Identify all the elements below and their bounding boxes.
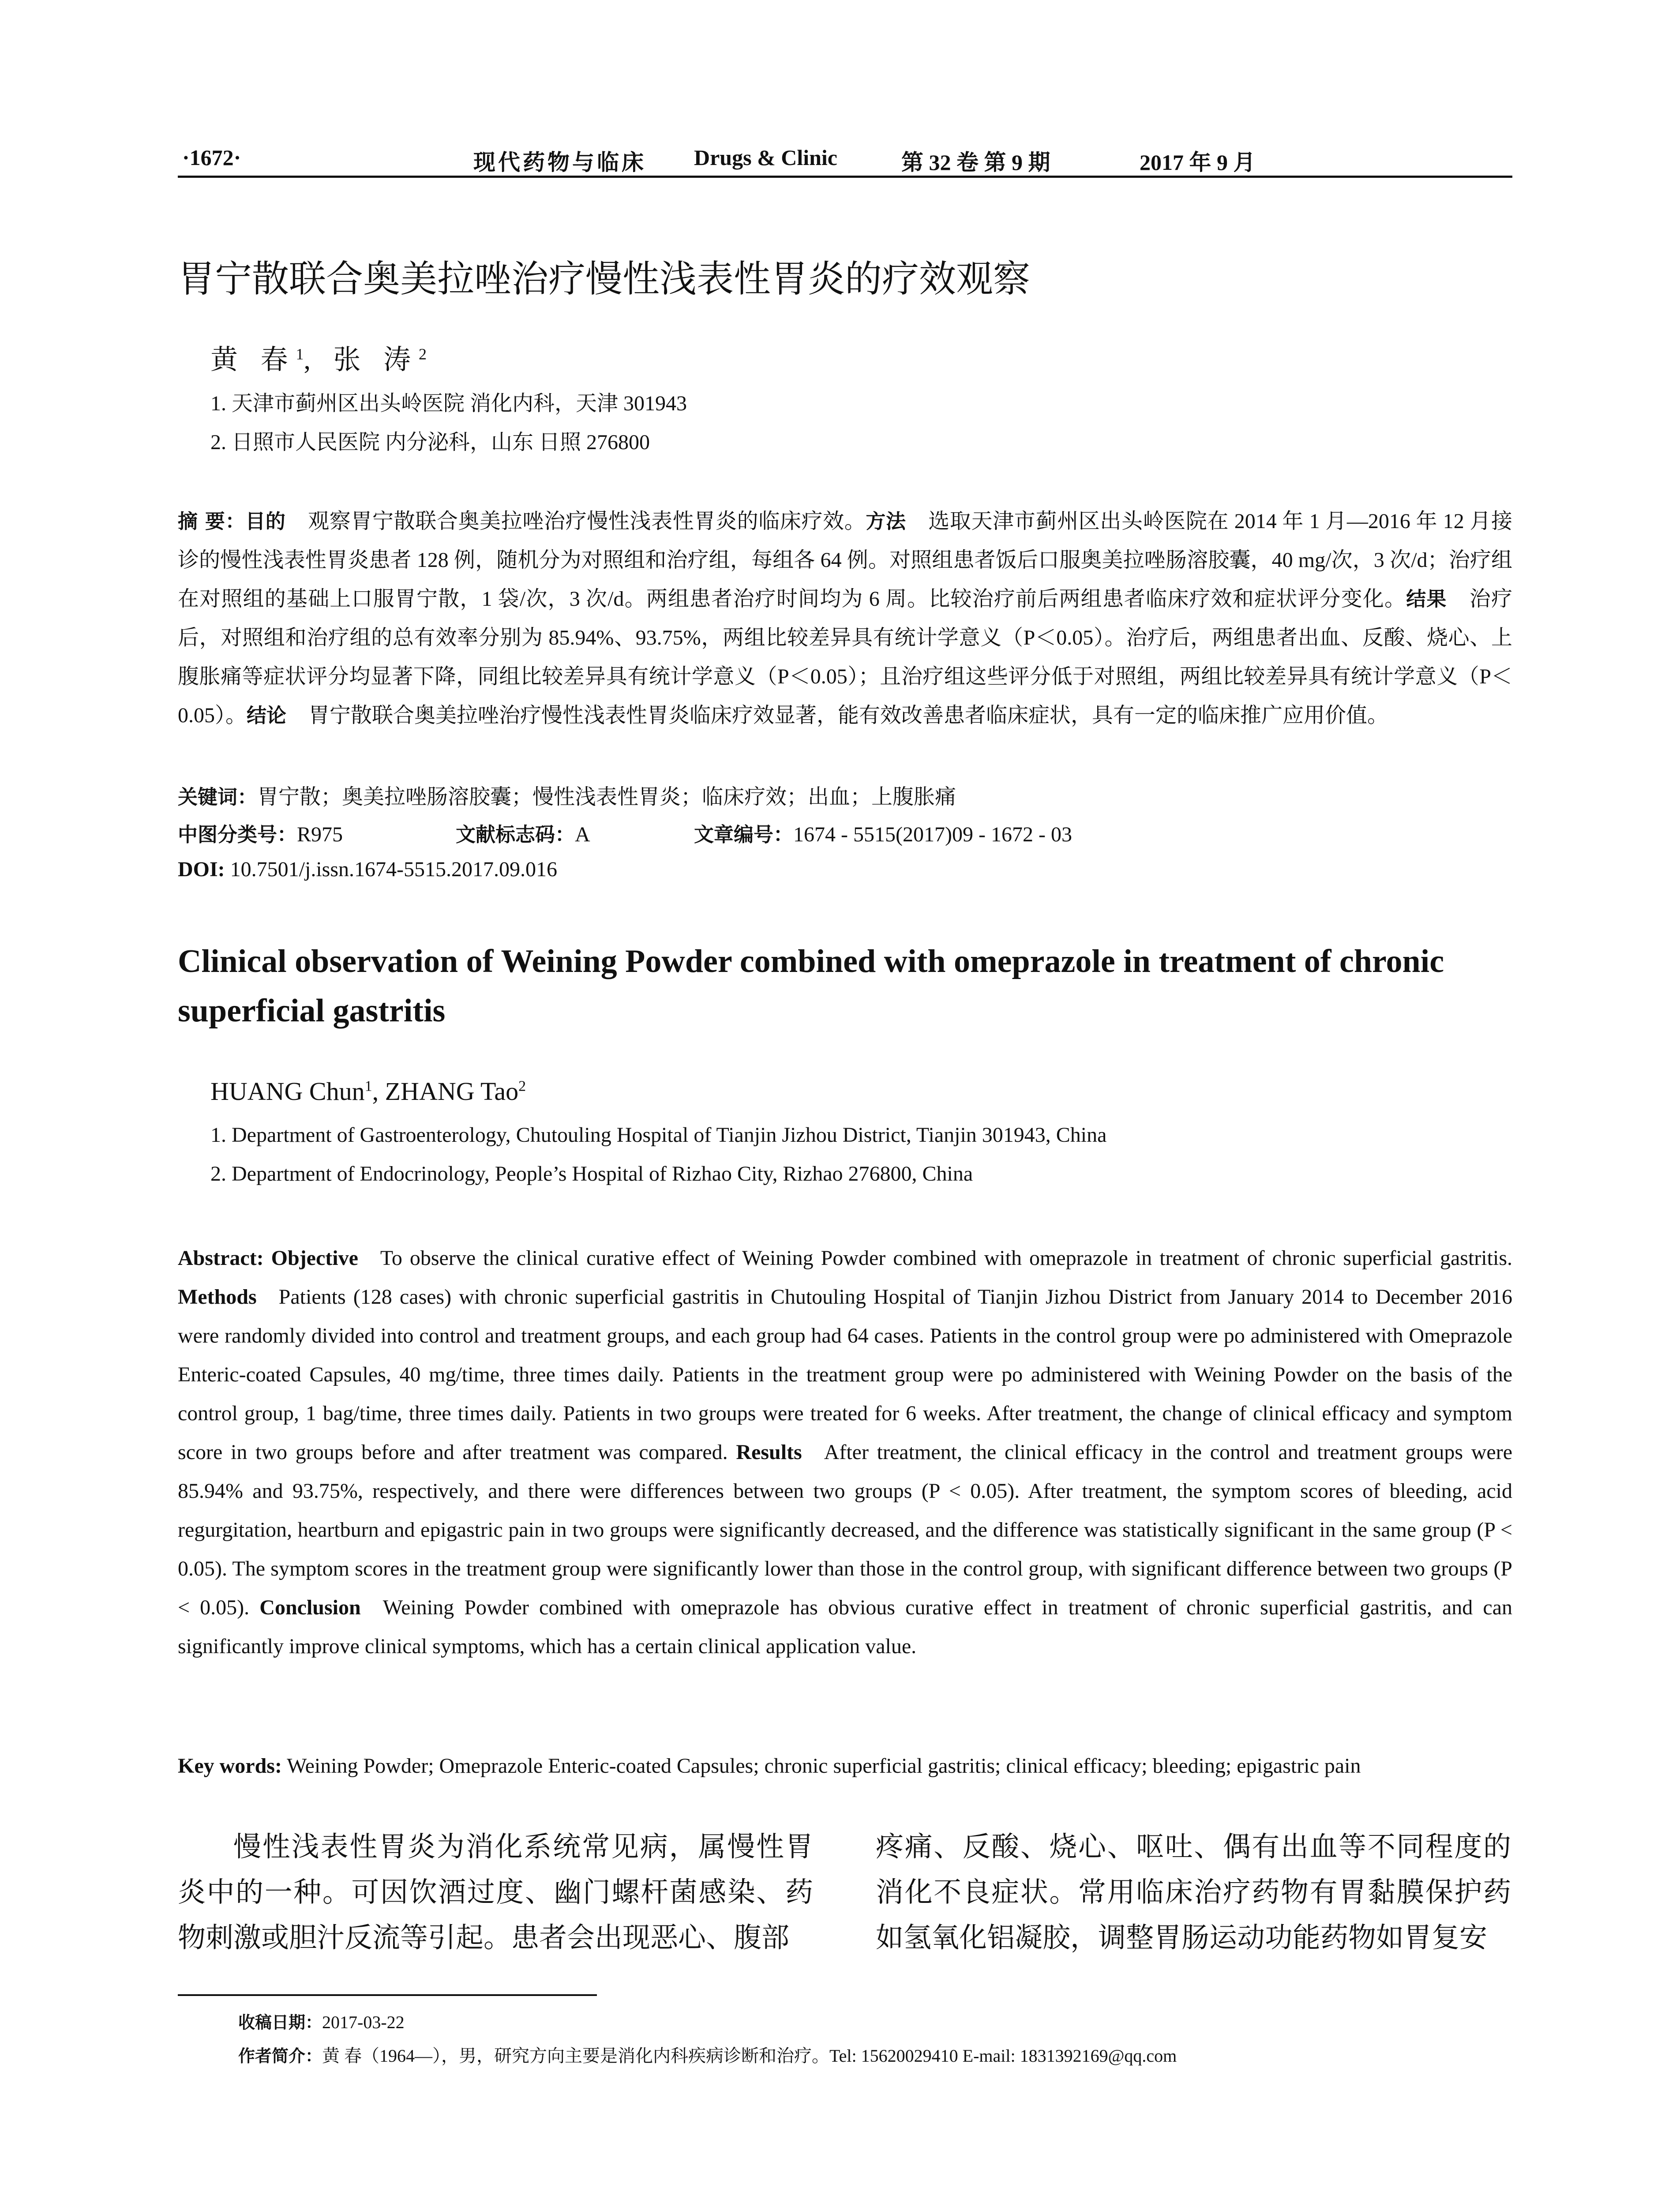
clc-value: R975: [297, 823, 343, 846]
article-title-en: Clinical observation of Weining Powder combined with omeprazole in treatment of chronic superficial gastritis: [178, 943, 1444, 1029]
keywords-label: Key words:: [178, 1754, 282, 1778]
conclusion-text: 胃宁散联合奥美拉唑治疗慢性浅表性胃炎临床疗效显著，能有效改善患者临床症状，具有一定的临床推广应用价值。: [308, 704, 1389, 727]
objective-label: 目的: [245, 510, 286, 533]
affiliation-cn-2: 2. 日照市人民医院 内分泌科，山东 日照 276800: [210, 431, 650, 454]
objective-label: Abstract: Objective: [178, 1246, 358, 1270]
doc-code-label: 文献标志码：: [456, 823, 575, 846]
keywords-label: 关键词：: [178, 785, 258, 809]
bio-value: 黄 春（1964—），男，研究方向主要是消化内科疾病诊断和治疗。Tel: 15620029410 E-mail: 1831392169@qq.com: [322, 2046, 1177, 2066]
received-label: 收稿日期：: [238, 2013, 322, 2032]
keywords-text: 胃宁散；奥美拉唑肠溶胶囊；慢性浅表性胃炎；临床疗效；出血；上腹胀痛: [257, 785, 956, 809]
affiliation-cn-1: 1. 天津市蓟州区出头岭医院 消化内科，天津 301943: [210, 392, 687, 415]
keywords-text: Weining Powder; Omeprazole Enteric-coated Capsules; chronic superficial gastritis; clinical efficacy; bleeding; epigastric pain: [287, 1754, 1361, 1778]
methods-label: Methods: [178, 1285, 257, 1309]
author-name: ZHANG Tao: [385, 1077, 519, 1106]
affiliation-en-2: 2. Department of Endocrinology, People’s Hospital of Rizhao City, Rizhao 276800, China: [210, 1162, 973, 1186]
body-column-left: [178, 1824, 813, 1961]
article-title-cn: 胃宁散联合奥美拉唑治疗慢性浅表性胃炎的疗效观察: [178, 257, 1031, 300]
methods-label: 方法: [866, 510, 906, 533]
doc-code-value: A: [575, 823, 590, 846]
received-date-note: [238, 2009, 405, 2033]
journal-name-en: Drugs & Clinic: [694, 145, 837, 170]
abstract-cn: [178, 502, 1512, 735]
author-name: 张 涛: [333, 345, 419, 375]
running-header: [178, 140, 1512, 178]
issue-date: 2017 年 9 月: [1140, 150, 1256, 175]
clc-label: 中图分类号：: [178, 823, 297, 846]
keywords-en: [178, 1754, 1512, 1778]
abstract-label: 摘 要：: [178, 510, 246, 533]
affiliation-en-1: 1. Department of Gastroenterology, Chutouling Hospital of Tianjin Jizhou District, Tianjin 301943, China: [210, 1123, 1107, 1147]
journal-name-cn: 现代药物与临床: [473, 150, 646, 175]
body-column-right: [876, 1824, 1511, 1961]
bio-label: 作者简介：: [238, 2046, 322, 2066]
volume-issue: 第 32 卷 第 9 期: [901, 150, 1050, 175]
conclusion-text: Weining Powder combined with omeprazole has obvious curative effect in treatment of chronic superficial gastritis, and can significantly improve clinical symptoms, which has a certain clinical application value.: [178, 1596, 1513, 1658]
author-separator: ,: [304, 345, 319, 375]
doi-line: [178, 857, 1512, 882]
objective-text: 观察胃宁散联合奥美拉唑治疗慢性浅表性胃炎的临床疗效。: [308, 510, 866, 533]
objective-text: To observe the clinical curative effect of Weining Powder combined with omeprazole in treatment of chronic superficial gastritis.: [380, 1246, 1512, 1270]
article-no-value: 1674 - 5515(2017)09 - 1672 - 03: [793, 823, 1072, 846]
results-text: 治疗后，对照组和治疗组的总有效率分别为 85.94%、93.75%，两组比较差异具有统计学意义（P＜0.05）。治疗后，两组患者出血、反酸、烧心、上腹胀痛等症状评分均显著下降，同组比较差异具有统计学意义（P＜0.05）；且治疗组这些评分低于对照组，两组比较差异具有统计学意义（P＜0.05）。: [178, 587, 1512, 727]
conclusion-label: 结论: [247, 704, 287, 727]
body-paragraph: 疼痛、反酸、烧心、呕吐、偶有出血等不同程度的消化不良症状。常用临床治疗药物有胃黏膜保护药如氢氧化铝凝胶，调整胃肠运动功能药物如胃复安: [876, 1831, 1511, 1953]
keywords-cn: [178, 780, 1512, 810]
author-affiliation-mark: 2: [518, 1078, 526, 1095]
author-bio-note: [238, 2042, 1177, 2067]
page-number: ·1672·: [182, 145, 241, 170]
footnote-divider: [178, 1994, 597, 1996]
results-label: Results: [736, 1441, 802, 1464]
author-name: HUANG Chun: [210, 1077, 365, 1106]
author-name: 黄 春: [210, 345, 296, 375]
author-affiliation-mark: 1: [296, 345, 304, 363]
abstract-en: [178, 1239, 1512, 1666]
author-list-en: HUANG Chun$^1$, ZHANG Tao$^2$: [210, 1077, 526, 1106]
author-list-cn: [210, 338, 427, 377]
methods-text: Patients (128 cases) with chronic superficial gastritis in Chutouling Hospital of Tianjin Jizhou District from January 2014 to December 2016 were randomly divided into control and treatment groups, and each group had 64 cases. Patients in the control group were po administered with Omeprazole Enteric-coated Capsules, 40 mg/time, three times daily. Patients in the treatment group were po administered with Weining Powder on the basis of the control group, 1 bag/time, three times daily. Patients in two groups were treated for 6 weeks. After treatment, the change of clinical efficacy and symptom score in two groups before and after treatment was compared.: [178, 1285, 1512, 1464]
author-affiliation-mark: 2: [419, 345, 427, 363]
results-text: After treatment, the clinical efficacy in the control and treatment groups were 85.94% and 93.75%, respectively, and there were differences between two groups (P < 0.05). After treatment, the symptom scores of bleeding, acid regurgitation, heartburn and epigastric pain in two groups were significantly decreased, and the difference was statistically significant in the same group (P < 0.05). The symptom scores in the treatment group were significantly lower than those in the control group, with significant difference between two groups (P < 0.05).: [178, 1441, 1513, 1619]
methods-text: 选取天津市蓟州区出头岭医院在 2014 年 1 月—2016 年 12 月接诊的慢性浅表性胃炎患者 128 例，随机分为对照组和治疗组，每组各 64 例。对照组患者饭后口服奥美拉唑肠溶胶囊，40 mg/次，3 次/d；治疗组在对照组的基础上口服胃宁散，1 袋/次，3 次/d。两组患者治疗时间均为 6 周。比较治疗前后两组患者临床疗效和症状评分变化。: [178, 510, 1512, 611]
doi-value: 10.7501/j.issn.1674-5515.2017.09.016: [230, 858, 558, 881]
body-paragraph: 慢性浅表性胃炎为消化系统常见病，属慢性胃炎中的一种。可因饮酒过度、幽门螺杆菌感染、药物刺激或胆汁反流等引起。患者会出现恶心、腹部: [178, 1831, 813, 1953]
author-affiliation-mark: 1: [364, 1078, 372, 1095]
received-value: 2017-03-22: [322, 2012, 405, 2032]
doi-label: DOI:: [178, 858, 225, 881]
results-label: 结果: [1406, 587, 1447, 611]
article-no-label: 文章编号：: [694, 823, 794, 846]
conclusion-label: Conclusion: [259, 1596, 361, 1619]
